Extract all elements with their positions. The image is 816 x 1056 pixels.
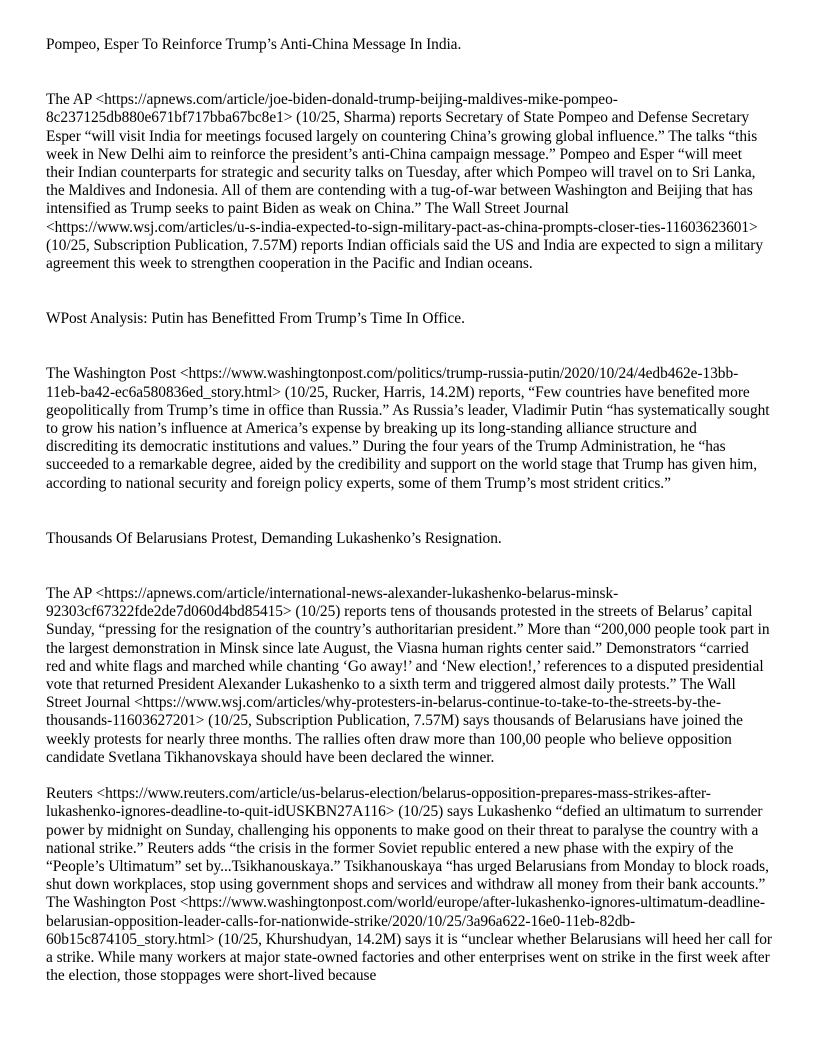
- article-headline: WPost Analysis: Putin has Benefitted From Trump’s Time In Office.: [46, 310, 465, 328]
- article-paragraph: Reuters <https://www.reuters.com/article/us-belarus-election/belarus-opposition-prepares-mass-strikes-after-lukashenko-ignores-deadline-to-quit-idUSKBN27A116> (10/25) says Lukashenko “defied an ultimatum to surrender power by midnight on Sunday, challenging his opponents to make good on their threat to paralyse the country with a national strike.” Reuters adds “the crisis in the former Soviet republic entered a new phase with the expiry of the “People’s Ultimatum” set by...Tsikhanouskaya.” Tsikhanouskaya “has urged Belarusians from Monday to block roads, shut down workplaces, stop using government shops and services and withdraw all money from their bank accounts.” The Washington Post <https://www.washingtonpost.com/world/europe/after-lukashenko-ignores-ultimatum-deadline-belarusian-opposition-leader-calls-for-nationwide-strike/2020/10/25/3a96a622-16e0-11eb-82db-60b15c874105_story.html> (10/25, Khurshudyan, 14.2M) says it is “unclear whether Belarusians will heed her call for a strike. While many workers at major state-owned factories and other enterprises went on strike in the first week after the election, those stoppages were short-lived because: [46, 785, 772, 985]
- article-paragraph: The Washington Post <https://www.washingtonpost.com/politics/trump-russia-putin/2020/10/24/4edb462e-13bb-11eb-ba42-ec6a580836ed_story.html> (10/25, Rucker, Harris, 14.2M) reports, “Few countries have benefited more geopolitically from Trump’s time in office than Russia.” As Russia’s leader, Vladimir Putin “has systematically sought to grow his nation’s influence at America’s expense by breaking up its long-standing alliance structure and discrediting its democratic institutions and values.” During the four years of the Trump Administration, he “has succeeded to a remarkable degree, aided by the credibility and support on the world stage that Trump has given him, according to national security and foreign policy experts, some of them Trump’s most strident critics.”: [46, 365, 770, 492]
- document-page: [46, 36, 772, 1022]
- article-paragraph: The AP <https://apnews.com/article/international-news-alexander-lukashenko-belarus-minsk-92303cf67322fde2de7d060d4bd85415> (10/25) reports tens of thousands protested in the streets of Belarus’ capital Sunday, “pressing for the resignation of the country’s authoritarian president.” More than “200,000 people took part in the largest demonstration in Minsk since late August, the Viasna human rights center said.” Demonstrators “carried red and white flags and marched while chanting ‘Go away!’ and ‘New election!,’ references to a disputed presidential vote that returned President Alexander Lukashenko to a sixth term and triggered almost daily protests.” The Wall Street Journal <https://www.wsj.com/articles/why-protesters-in-belarus-continue-to-take-to-the-streets-by-the-thousands-11603627201> (10/25, Subscription Publication, 7.57M) says thousands of Belarusians have joined the weekly protests for nearly three months. The rallies often draw more than 100,00 people who believe opposition candidate Svetlana Tikhanovskaya should have been declared the winner.: [46, 585, 770, 766]
- article-paragraph: The AP <https://apnews.com/article/joe-biden-donald-trump-beijing-maldives-mike-pompeo-8c237125db880e671bf717bba67bc8e1> (10/25, Sharma) reports Secretary of State Pompeo and Defense Secretary Esper “will visit India for meetings focused largely on countering China’s growing global influence.” The talks “this week in New Delhi aim to reinforce the president’s anti-China campaign message.” Pompeo and Esper “will meet their Indian counterparts for strategic and security talks on Tuesday, after which Pompeo will travel on to Sri Lanka, the Maldives and Indonesia. All of them are contending with a tug-of-war between Washington and Beijing that has intensified as Trump seeks to paint Biden as weak on China.” The Wall Street Journal <https://www.wsj.com/articles/u-s-india-expected-to-sign-military-pact-as-china-prompts-closer-ties-11603623601> (10/25, Subscription Publication, 7.57M) reports Indian officials said the US and India are expected to sign a military agreement this week to strengthen cooperation in the Pacific and Indian oceans.: [46, 91, 763, 273]
- article-headline: Pompeo, Esper To Reinforce Trump’s Anti-China Message In India.: [46, 36, 462, 53]
- article-headline: Thousands Of Belarusians Protest, Demanding Lukashenko’s Resignation.: [46, 529, 502, 547]
